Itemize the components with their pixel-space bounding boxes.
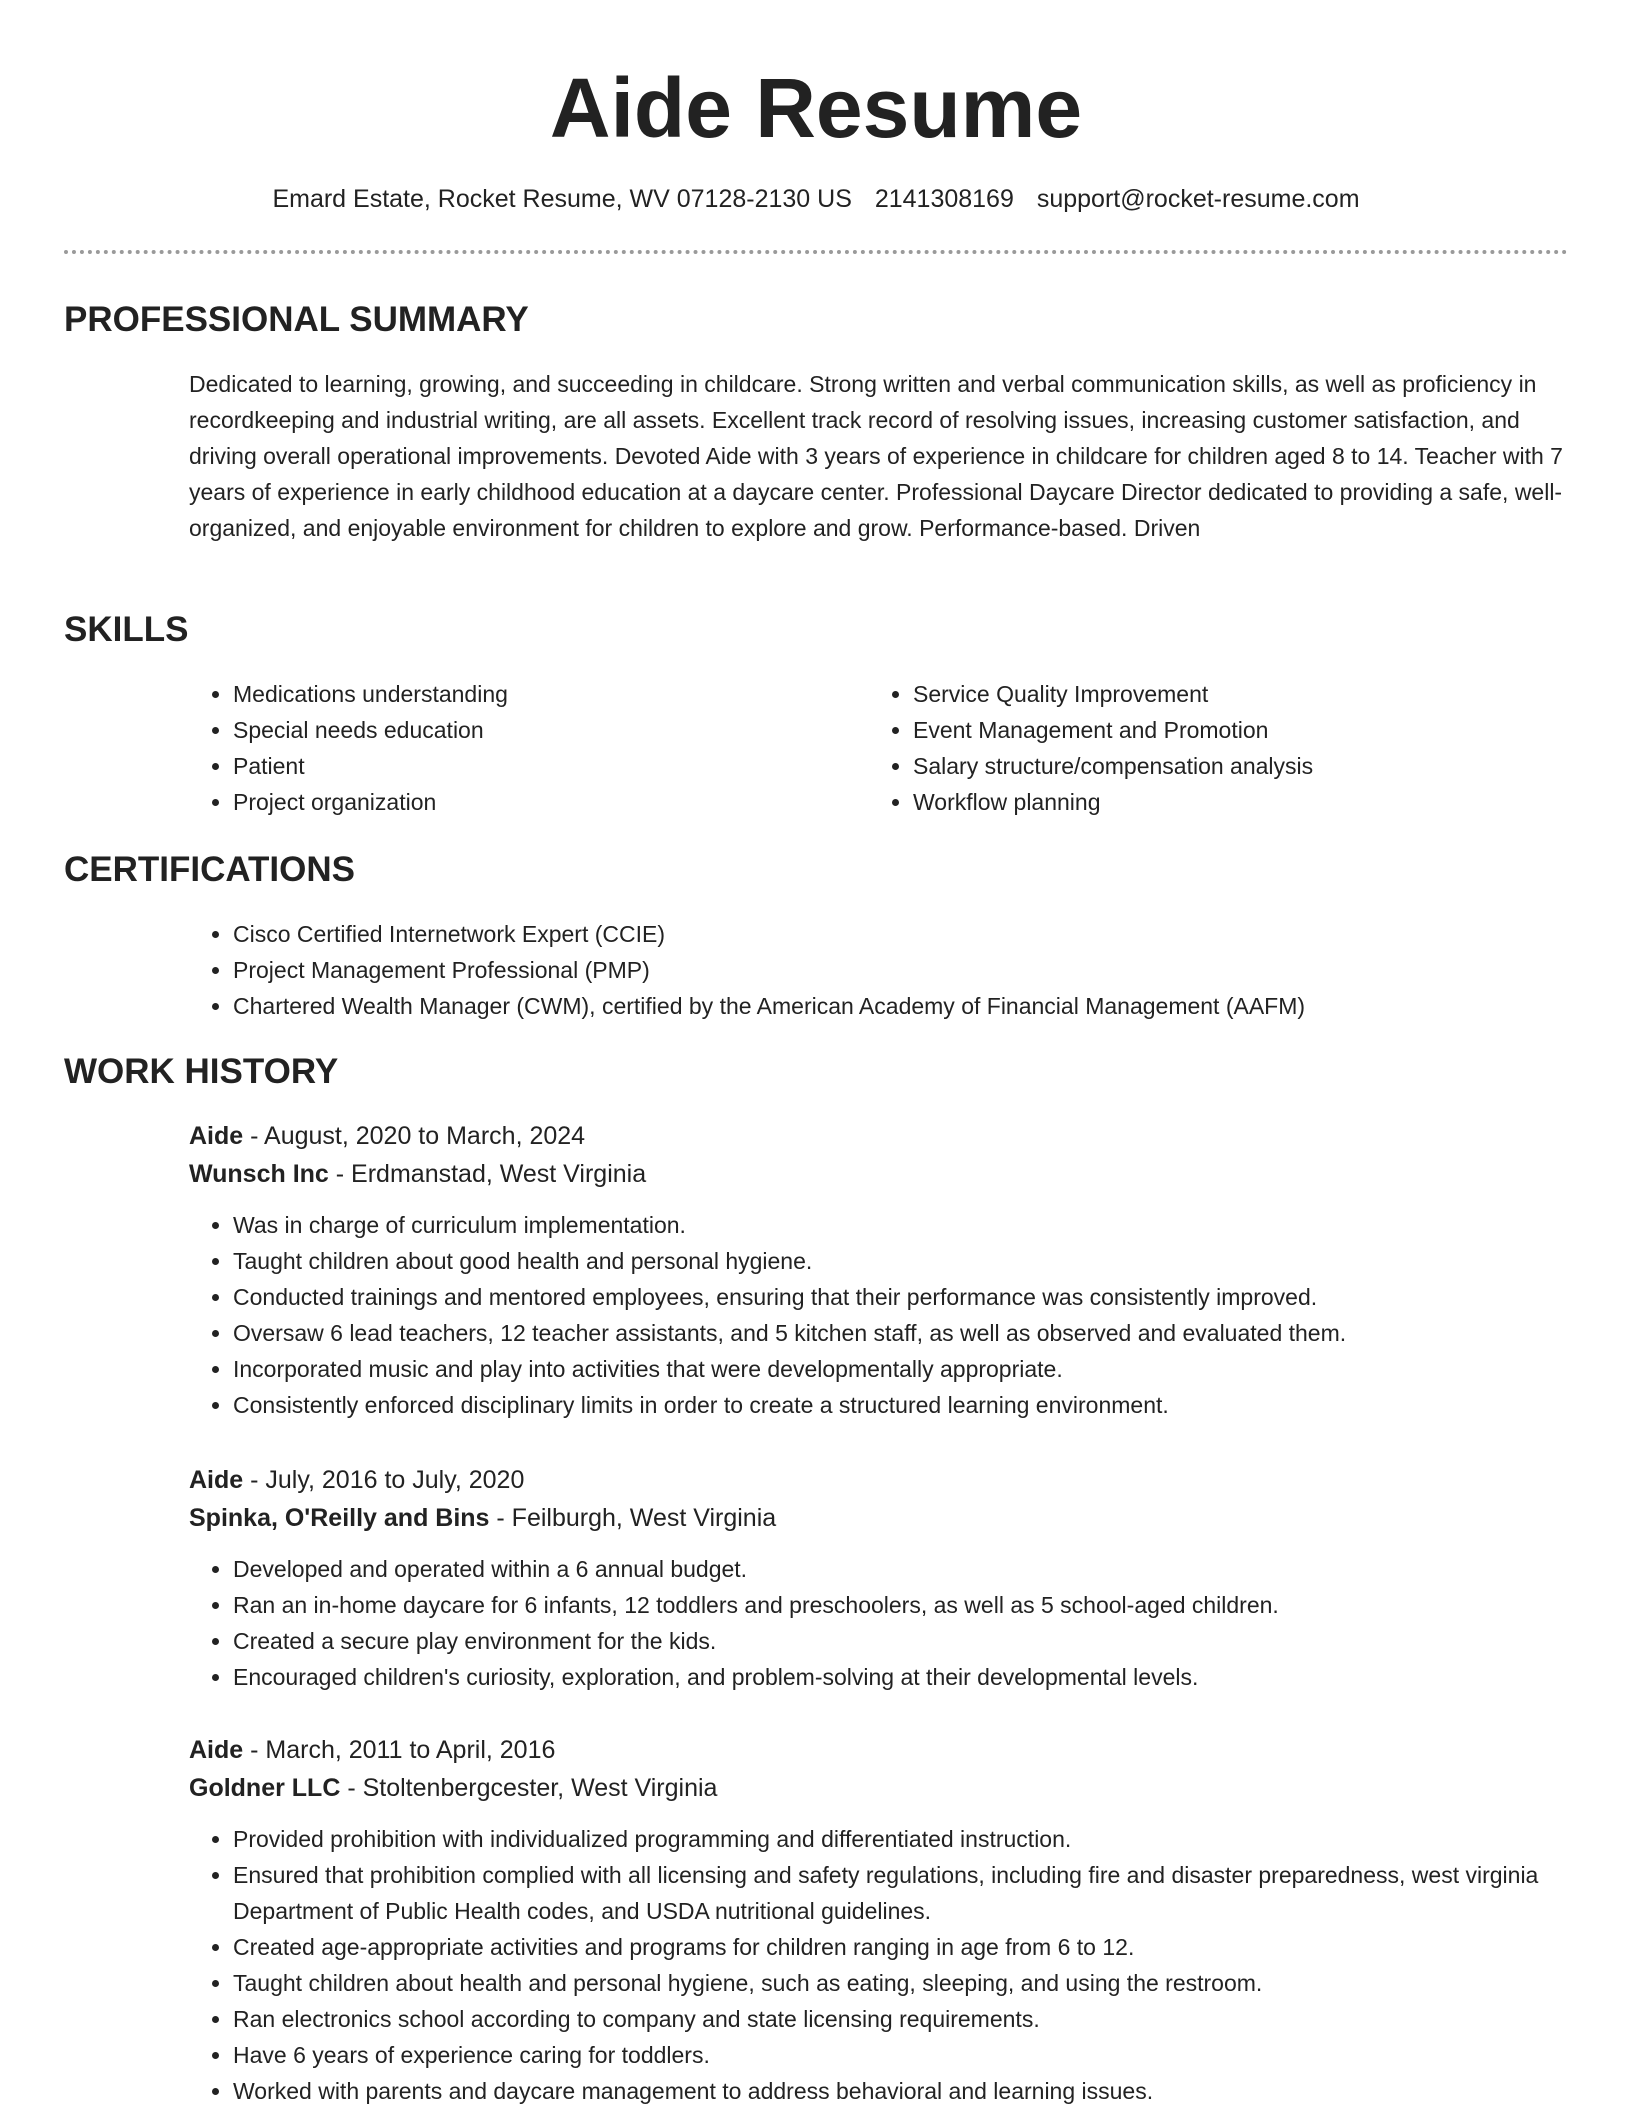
certifications-section xyxy=(189,916,1569,1024)
skills-left-list xyxy=(189,676,829,820)
certification-item: • Cisco Certified Internetwork Expert (CCIE) xyxy=(233,916,1569,952)
job-duties-list xyxy=(189,1551,1569,1695)
skills-left-column xyxy=(189,676,829,820)
job-duty: • Worked with parents and daycare management to address behavioral and learning issues. xyxy=(233,2073,1569,2109)
job-dates: - August, 2020 to March, 2024 xyxy=(243,1122,586,1150)
job-duty: • Created age-appropriate activities and programs for children ranging in age from 6 to 12. xyxy=(233,1929,1569,1965)
contact-email: support@rocket-resume.com xyxy=(1036,185,1360,213)
skill-item: • Medications understanding xyxy=(233,676,829,712)
job-duty: • Consistently enforced disciplinary limits in order to create a structured learning environment. xyxy=(233,1387,1569,1423)
summary-heading: PROFESSIONAL SUMMARY xyxy=(64,300,529,339)
job-location: - Stoltenbergcester, West Virginia xyxy=(340,1774,718,1802)
job-location: - Feilburgh, West Virginia xyxy=(489,1504,777,1532)
job-duty: • Created a secure play environment for the kids. xyxy=(233,1623,1569,1659)
skill-item: • Service Quality Improvement xyxy=(913,676,1509,712)
certification-item: • Project Management Professional (PMP) xyxy=(233,952,1569,988)
skill-item: • Patient xyxy=(233,748,829,784)
job-dates: - July, 2016 to July, 2020 xyxy=(243,1466,525,1494)
job-company-line xyxy=(189,1155,1569,1193)
skills-right-list xyxy=(869,676,1509,820)
job-duty: • Encouraged children's curiosity, exploration, and problem-solving at their developmental levels. xyxy=(233,1659,1569,1695)
certifications-list xyxy=(189,916,1569,1024)
resume-name: Aide Resume xyxy=(549,61,1083,155)
skill-item: • Event Management and Promotion xyxy=(913,712,1509,748)
skills-right-column xyxy=(869,676,1509,820)
certification-item: • Chartered Wealth Manager (CWM), certified by the American Academy of Financial Management (AAFM) xyxy=(233,988,1569,1024)
job-company: Goldner LLC xyxy=(189,1774,341,1802)
contact-address: Emard Estate, Rocket Resume, WV 07128-2130 US xyxy=(272,185,852,213)
job-duty: • Conducted trainings and mentored employees, ensuring that their performance was consistently improved. xyxy=(233,1279,1569,1315)
job-duty: • Ensured that prohibition complied with all licensing and safety regulations, including fire and disaster preparedness, west virginia Department of Public Health codes, and USDA nutritional guidelines. xyxy=(233,1857,1569,1929)
job-entry xyxy=(189,1461,1569,1695)
job-location: - Erdmanstad, West Virginia xyxy=(328,1160,647,1188)
job-duty: • Ran electronics school according to company and state licensing requirements. xyxy=(233,2001,1569,2037)
job-role: Aide xyxy=(189,1122,244,1150)
job-duty: • Incorporated music and play into activities that were developmentally appropriate. xyxy=(233,1351,1569,1387)
header-divider xyxy=(64,250,1568,254)
job-duty: • Taught children about good health and personal hygiene. xyxy=(233,1243,1569,1279)
job-title-line xyxy=(189,1461,1569,1499)
skill-item: • Project organization xyxy=(233,784,829,820)
skill-item: • Special needs education xyxy=(233,712,829,748)
skill-item: • Workflow planning xyxy=(913,784,1509,820)
job-entry xyxy=(189,1117,1569,1423)
summary-text: Dedicated to learning, growing, and succeeding in childcare. Strong written and verbal communication skills, as well as proficiency in recordkeeping and industrial writing, are all assets. Excellent track record of resolving issues, increasing customer satisfaction, and driving overall operational improvements. Devoted Aide with 3 years of experience in childcare for children aged 8 to 14. Teacher with 7 years of experience in early childhood education at a daycare center. Professional Daycare Director dedicated to providing a safe, well-organized, and enjoyable environment for children to explore and grow. Performance-based. Driven xyxy=(189,371,1563,541)
certifications-heading: CERTIFICATIONS xyxy=(64,850,356,889)
job-duty: • Oversaw 6 lead teachers, 12 teacher assistants, and 5 kitchen staff, as well as observed and evaluated them. xyxy=(233,1315,1569,1351)
job-role: Aide xyxy=(189,1466,244,1494)
job-duty: • Have 6 years of experience caring for toddlers. xyxy=(233,2037,1569,2073)
job-duties-list xyxy=(189,1821,1569,2109)
job-duties-list xyxy=(189,1207,1569,1423)
job-duty: • Developed and operated within a 6 annual budget. xyxy=(233,1551,1569,1587)
skill-item: • Salary structure/compensation analysis xyxy=(913,748,1509,784)
job-dates: - March, 2011 to April, 2016 xyxy=(243,1736,556,1764)
work-history-heading: WORK HISTORY xyxy=(64,1052,339,1091)
skills-heading: SKILLS xyxy=(64,610,189,649)
job-role: Aide xyxy=(189,1736,244,1764)
job-duty: • Ran an in-home daycare for 6 infants, 12 toddlers and preschoolers, as well as 5 school-aged children. xyxy=(233,1587,1569,1623)
job-duty: • Was in charge of curriculum implementation. xyxy=(233,1207,1569,1243)
job-duty: • Taught children about health and personal hygiene, such as eating, sleeping, and using the restroom. xyxy=(233,1965,1569,2001)
job-duty: • Provided prohibition with individualized programming and differentiated instruction. xyxy=(233,1821,1569,1857)
contact-line xyxy=(0,180,1632,218)
job-company: Wunsch Inc xyxy=(189,1160,329,1188)
job-company-line xyxy=(189,1499,1569,1537)
job-company-line xyxy=(189,1769,1569,1807)
job-entry xyxy=(189,1731,1569,2109)
job-title-line xyxy=(189,1117,1569,1155)
job-company: Spinka, O'Reilly and Bins xyxy=(189,1504,490,1532)
contact-phone: 2141308169 xyxy=(874,185,1014,213)
job-title-line xyxy=(189,1731,1569,1769)
